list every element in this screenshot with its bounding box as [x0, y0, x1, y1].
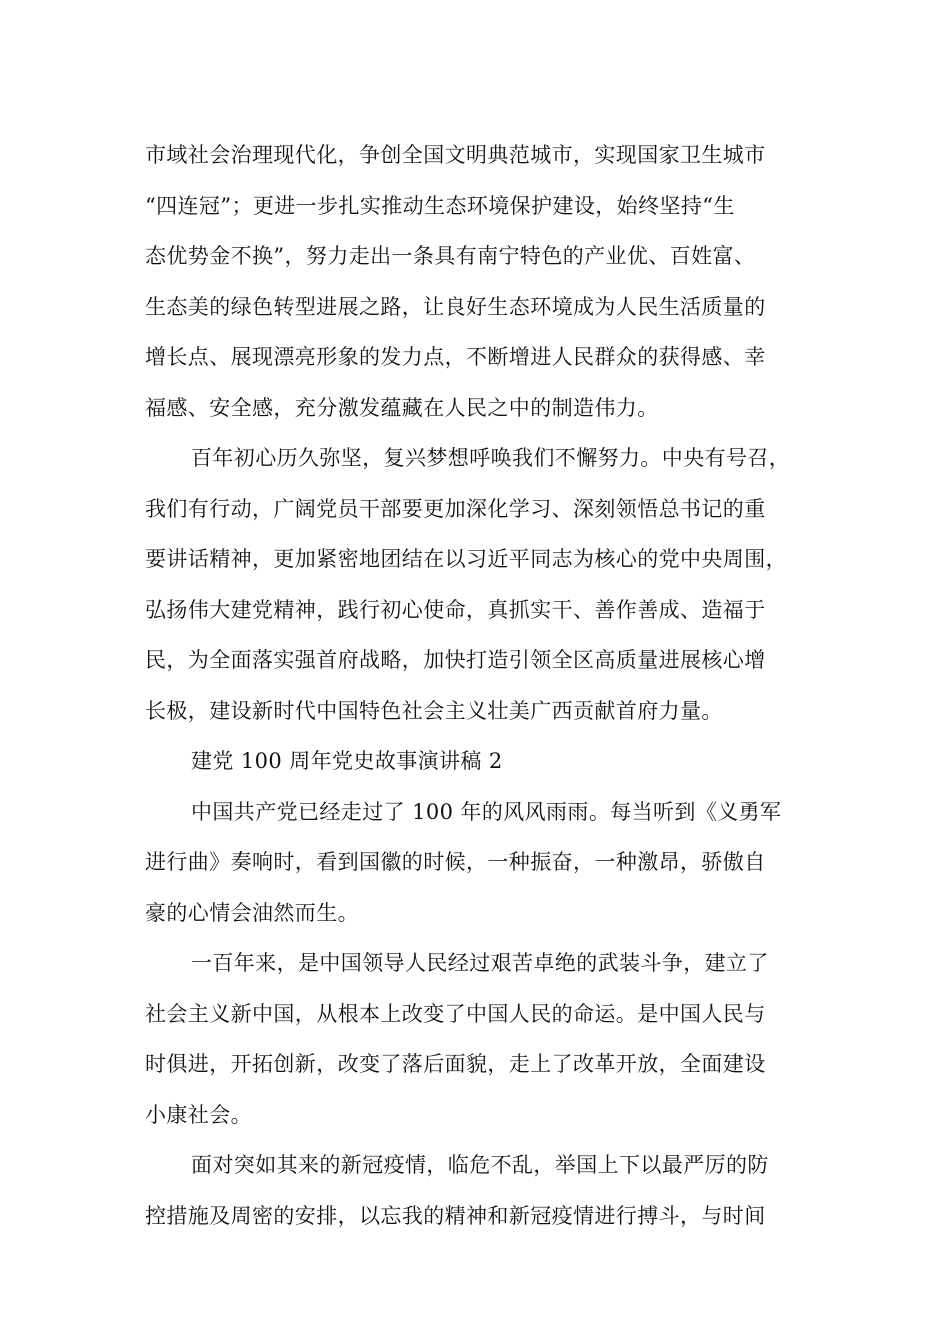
- text-line: 控措施及周密的安排，以忘我的精神和新冠疫情进行搏斗，与时间: [145, 1203, 766, 1228]
- text-line: 豪的心情会油然而生。: [145, 900, 359, 925]
- text-line: 民，为全面落实强首府战略，加快打造引领全区高质量进展核心增: [145, 648, 766, 672]
- text-line: 我们有行动，广阔党员干部要更加深化学习、深刻领悟总书记的重: [145, 496, 766, 521]
- text-line: 中国共产党已经走过了 100 年的风风雨雨。每当听到《义勇军: [191, 799, 782, 824]
- text-line: 态优势金不换”，努力走出一条具有南宁特色的产业优、百姓富、: [145, 244, 756, 268]
- text-line: 社会主义新中国，从根本上改变了中国人民的命运。是中国人民与: [145, 1001, 766, 1026]
- text-line: 福感、安全感，充分激发蕴藏在人民之中的制造伟力。: [145, 395, 659, 420]
- text-line: 市域社会治理现代化，争创全国文明典范城市，实现国家卫生城市: [145, 143, 766, 167]
- text-line: 百年初心历久弥坚，复兴梦想呼唤我们不懈努力。中央有号召，: [191, 446, 791, 470]
- text-line: 要讲话精神，更加紧密地团结在以习近平同志为核心的党中央周围，: [145, 547, 787, 571]
- text-line: 面对突如其来的新冠疫情，临危不乱，举国上下以最严厉的防: [191, 1153, 769, 1177]
- text-line: 生态美的绿色转型进展之路，让良好生态环境成为人民生活质量的: [145, 294, 766, 319]
- text-line: 增长点、展现漂亮形象的发力点，不断增进人民群众的获得感、幸: [145, 345, 766, 369]
- text-line: 小康社会。: [145, 1102, 252, 1127]
- text-line: “四连冠”；更进一步扎实推动生态环境保护建设，始终坚持“生: [145, 193, 735, 218]
- text-line: 时俱进，开拓创新，改变了落后面貌，走上了改革开放，全面建设: [145, 1052, 766, 1076]
- text-line: 建党 100 周年党史故事演讲稿 2: [191, 749, 503, 773]
- text-line: 弘扬伟大建党精神，践行初心使命，真抓实干、善作善成、造福于: [145, 597, 766, 622]
- document-body: [145, 130, 815, 1241]
- text-line: 进行曲》奏响时，看到国徽的时候，一种振奋，一种激昂，骄傲自: [145, 850, 766, 874]
- text-line: 长极，建设新时代中国特色社会主义壮美广西贡献首府力量。: [145, 698, 723, 723]
- text-line: 一百年来，是中国领导人民经过艰苦卓绝的武装斗争，建立了: [191, 951, 769, 975]
